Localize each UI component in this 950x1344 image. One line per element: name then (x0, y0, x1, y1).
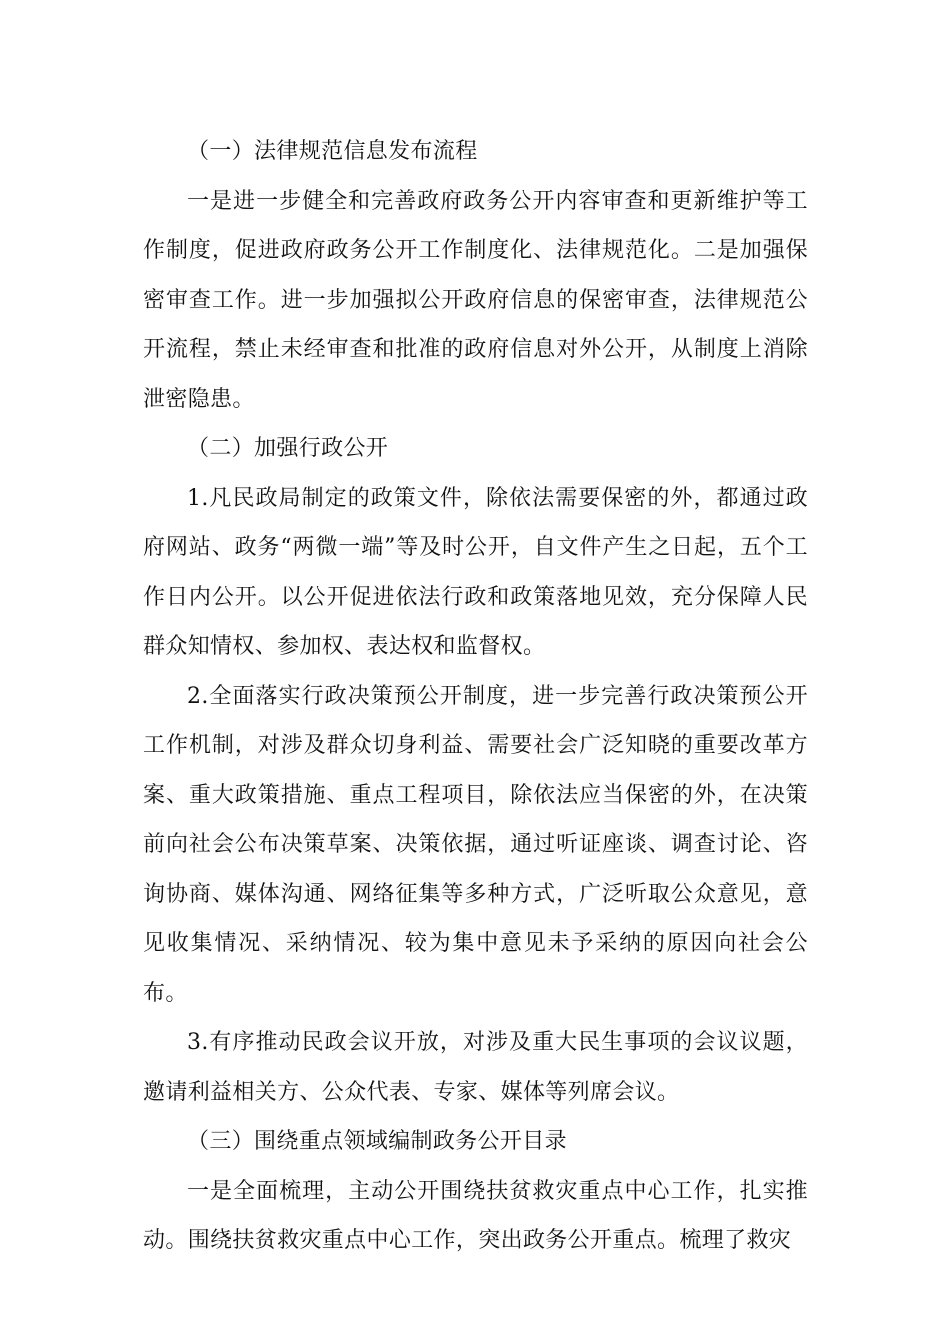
section-heading-1: （一）法律规范信息发布流程 (187, 139, 478, 164)
document-page (143, 127, 808, 1266)
paragraph: 2.全面落实行政决策预公开制度，进一步完善行政决策预公开工作机制，对涉及群众切身利益、需要社会广泛知晓的重要改革方案、重大政策措施、重点工程项目，除依法应当保密的外，在决策前向社会公布决策草案、决策依据，通过听证座谈、调查讨论、咨询协商、媒体沟通、网络征集等多种方式，广泛听取公众意见，意见收集情况、采纳情况、较为集中意见未予采纳的原因向社会公布。 (143, 683, 808, 1006)
paragraph: 1.凡民政局制定的政策文件，除依法需要保密的外，都通过政府网站、政务“两微一端”等及时公开，自文件产生之日起，五个工作日内公开。以公开促进依法行政和政策落地见效，充分保障人民群众知情权、参加权、表达权和监督权。 (143, 485, 808, 659)
paragraph: 一是进一步健全和完善政府政务公开内容审查和更新维护等工作制度，促进政府政务公开工作制度化、法律规范化。二是加强保密审查工作。进一步加强拟公开政府信息的保密审查，法律规范公开流程，禁止未经审查和批准的政府信息对外公开，从制度上消除泄密隐患。 (143, 188, 808, 412)
paragraph: 3.有序推动民政会议开放，对涉及重大民生事项的会议议题，邀请利益相关方、公众代表、专家、媒体等列席会议。 (143, 1030, 808, 1105)
paragraph: 一是全面梳理，主动公开围绕扶贫救灾重点中心工作，扎实推动。围绕扶贫救灾重点中心工作，突出政务公开重点。梳理了救灾 (143, 1178, 808, 1253)
section-heading-3: （三）围绕重点领域编制政务公开目录 (187, 1129, 567, 1154)
section-heading-2: （二）加强行政公开 (187, 436, 389, 461)
